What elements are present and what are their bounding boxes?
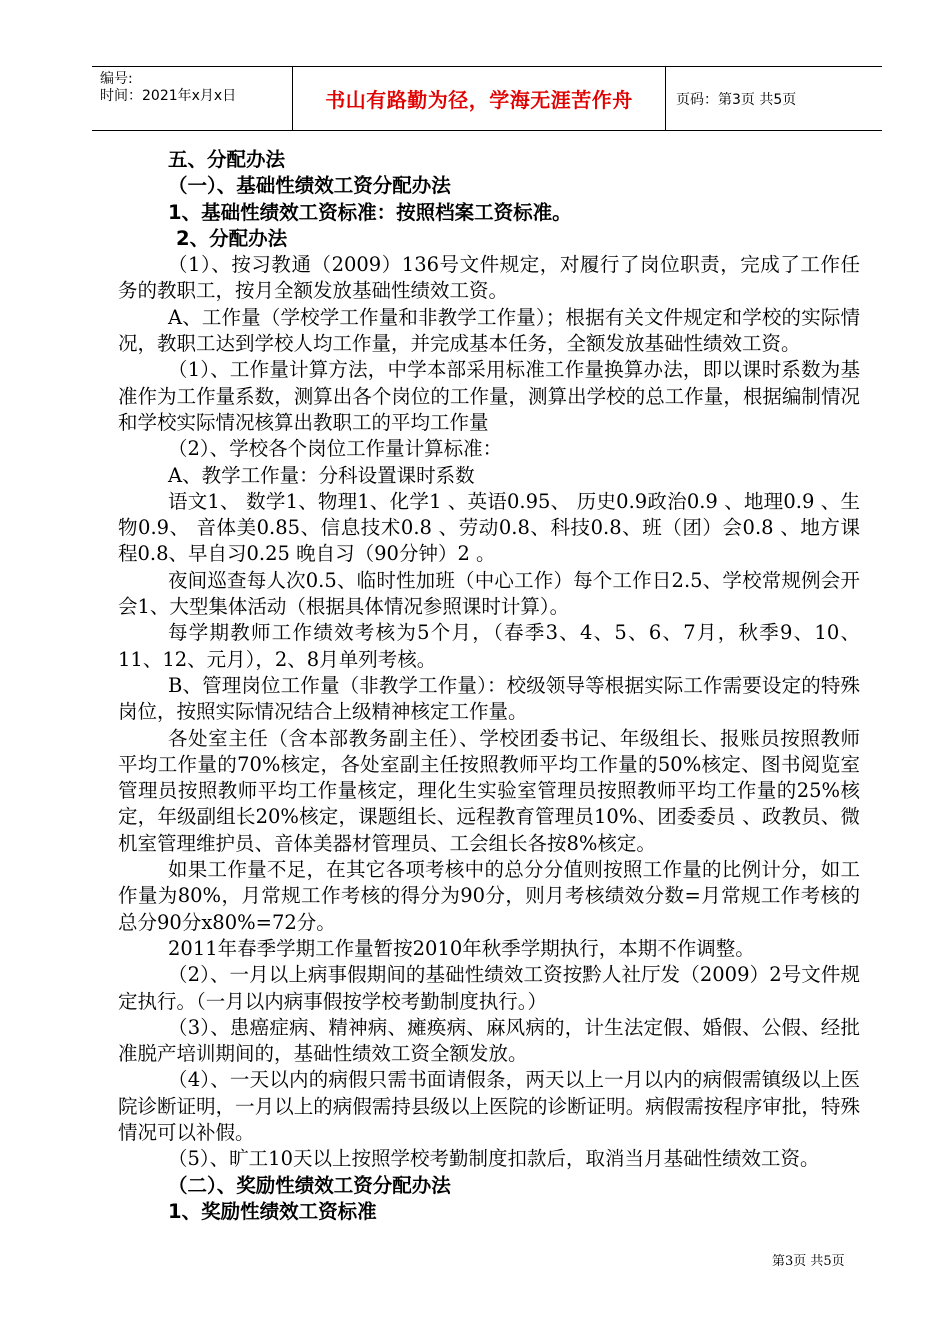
paragraph: 如果工作量不足，在其它各项考核中的总分分值则按照工作量的比例计分，如工作量为80%，月常规工作考核的得分为90分，则月考核绩效分数=月常规工作考核的总分90分x80%=72分。: [118, 858, 860, 934]
item-heading: 1、奖励性绩效工资标准: [168, 1199, 377, 1223]
paragraph: A、工作量（学校学工作量和非教学工作量）；根据有关文件规定和学校的实际情况，教职工达到学校人均工作量，并完成基本任务，全额发放基础性绩效工资。: [118, 305, 860, 356]
paragraph: 每学期教师工作绩效考核为5个月，（春季3、4、5、6、7月，秋季9、10、11、12、元月），2、8月单列考核。: [118, 621, 860, 671]
paragraph: 2011年春季学期工作量暂按2010年秋季学期执行，本期不作调整。: [168, 936, 755, 960]
page-footer: 第3页 共5页: [772, 1254, 845, 1269]
paragraph: （1）、工作量计算方法，中学本部采用标准工作量换算办法，即以课时系数为基准作为工作量系数，测算出各个岗位的工作量，测算出学校的总工作量，根据编制情况和学校实际情况核算出教职工的平均工作量: [118, 358, 860, 434]
paragraph: 语文1、 数学1、物理1、化学1 、英语0.95、 历史0.9政治0.9 、地理0.9 、生物0.9、 音体美0.85、信息技术0.8 、劳动0.8、科技0.8、班（团）会0.8 、地方课程0.8、早自习0.25 晚自习（90分钟）2 。: [118, 489, 860, 566]
document-number-label: 编号:: [100, 71, 133, 87]
paragraph: （3）、患癌症病、精神病、瘫痪病、麻风病的，计生法定假、婚假、公假、经批准脱产培训期间的，基础性绩效工资全额发放。: [118, 1015, 860, 1066]
paragraph: （5）、旷工10天以上按照学校考勤制度扣款后，取消当月基础性绩效工资。: [168, 1147, 820, 1171]
paragraph: B、管理岗位工作量（非教学工作量）：校级领导等根据实际工作需要设定的特殊岗位，按照实际情况结合上级精神核定工作量。: [118, 673, 860, 724]
paragraph: 夜间巡查每人次0.5、临时性加班（中心工作）每个工作日2.5、学校常规例会开会1、大型集体活动（根据具体情况参照课时计算）。: [118, 568, 860, 619]
page-header: [92, 66, 882, 131]
item-heading: 1、基础性绩效工资标准：按照档案工资标准。: [168, 200, 572, 224]
paragraph: （2）、一月以上病事假期间的基础性绩效工资按黔人社厅发（2009）2号文件规定执行。（一月以内病事假按学校考勤制度执行。）: [118, 963, 860, 1013]
subsection-heading: （二）、奖励性绩效工资分配办法: [168, 1173, 451, 1197]
paragraph: （2）、学校各个岗位工作量计算标准：: [168, 437, 503, 461]
document-time-label: 时间：2021年x月x日: [100, 88, 237, 104]
header-meta: [92, 67, 293, 130]
header-page-info: 页码：第3页 共5页: [676, 91, 797, 108]
item-heading: 2、分配办法: [176, 226, 288, 250]
paragraph: A、教学工作量：分科设置课时系数: [168, 463, 475, 487]
subsection-heading: （一）、基础性绩效工资分配办法: [168, 174, 451, 198]
paragraph: 各处室主任（含本部教务副主任）、学校团委书记、年级组长、报账员按照教师平均工作量的70%核定，各处室副主任按照教师平均工作量的50%核定、图书阅览室管理员按照教师平均工作量核定，理化生实验室管理员按照教师平均工作量的25%核定，年级副组长20%核定，课题组长、远程教育管理员10%、团委委员 、政教员、微机室管理维护员、音体美器材管理员、工会组长各按8%核定。: [118, 726, 860, 855]
paragraph: （1）、按习教通（2009）136号文件规定，对履行了岗位职责，完成了工作任务的教职工，按月全额发放基础性绩效工资。: [118, 253, 860, 303]
document-body: [118, 147, 860, 1225]
section-heading: 五、分配办法: [168, 148, 286, 171]
header-motto: 书山有路勤为径，学海无涯苦作舟: [293, 67, 666, 130]
paragraph: （4）、一天以内的病假只需书面请假条，两天以上一月以内的病假需镇级以上医院诊断证明，一月以上的病假需持县级以上医院的诊断证明。病假需按程序审批，特殊情况可以补假。: [118, 1068, 860, 1144]
